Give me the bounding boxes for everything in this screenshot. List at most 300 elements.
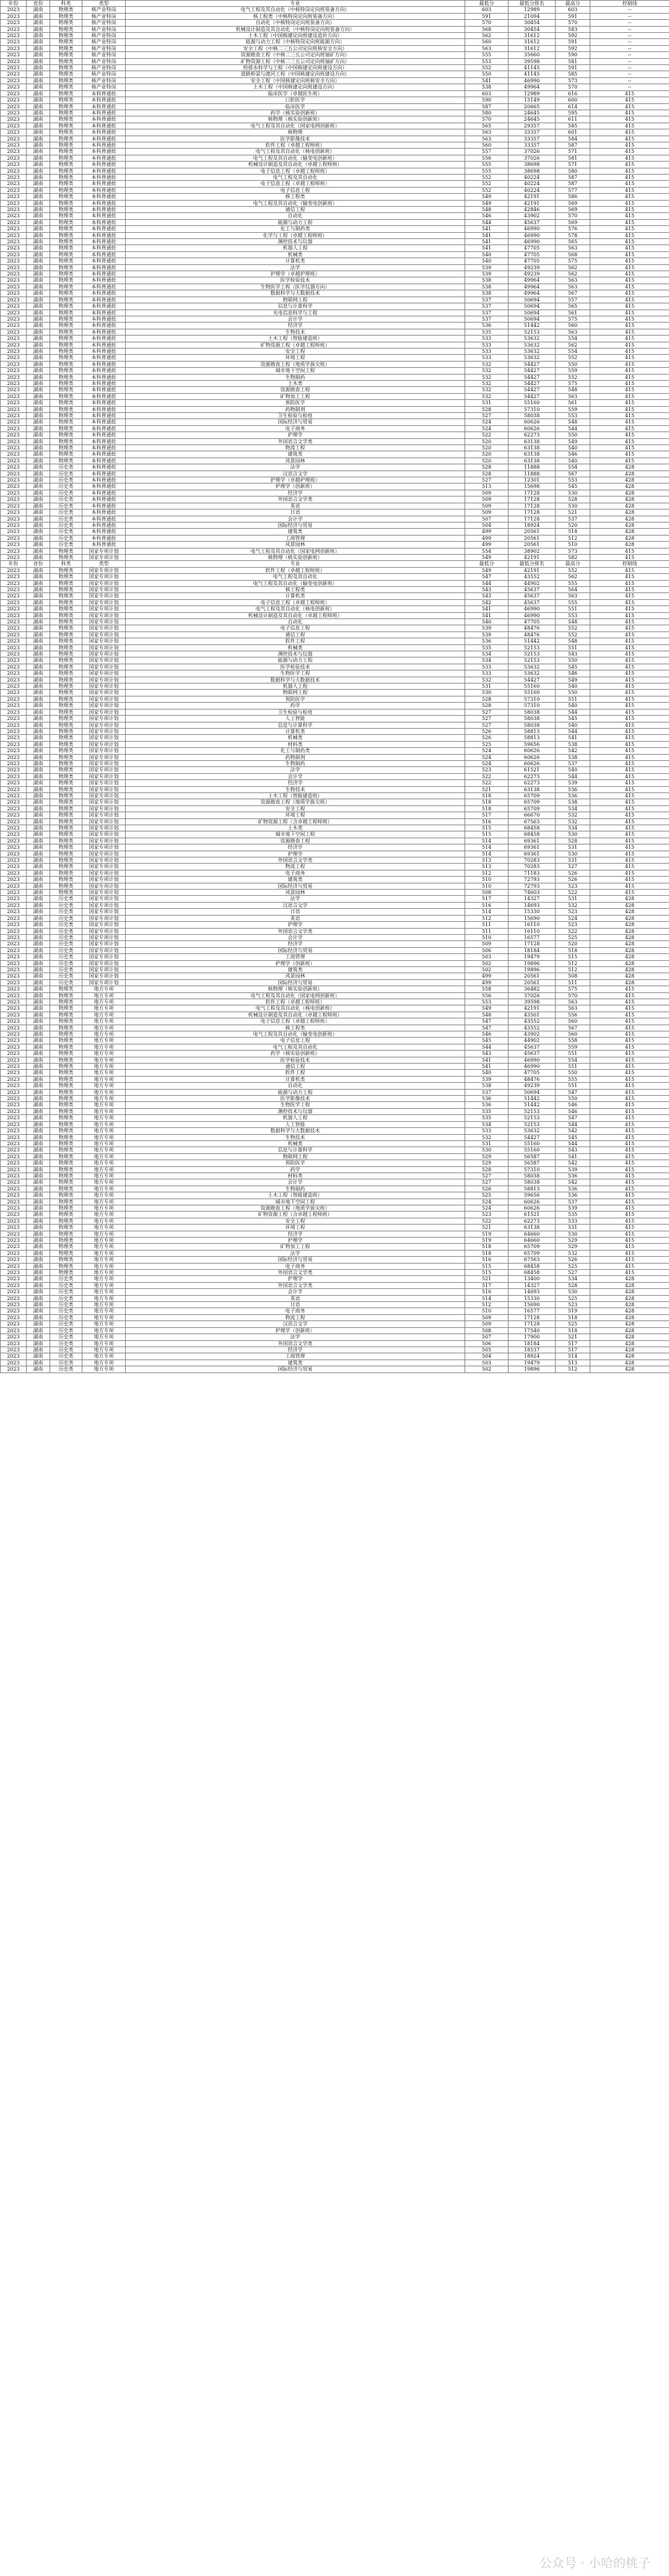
table-cell: 国家专项计划 [82, 870, 126, 876]
table-row [1, 851, 669, 857]
table-cell: 2023 [1, 1295, 27, 1301]
table-row [1, 1160, 669, 1166]
table-cell: 湖南 [27, 1334, 50, 1340]
table-cell: 540 [556, 703, 590, 709]
table-cell: 415 [590, 735, 669, 741]
table-cell: 物理类 [50, 599, 82, 605]
table-cell: 15698 [509, 484, 556, 490]
table-cell: 558 [556, 1038, 590, 1044]
table-cell: 428 [590, 477, 669, 484]
table-cell: 2023 [1, 1347, 27, 1353]
table-cell: 522 [465, 432, 509, 438]
table-cell: 2023 [1, 741, 27, 747]
table-cell: 风景园林 [126, 890, 465, 896]
table-cell: 57310 [509, 703, 556, 709]
table-cell: 568 [465, 26, 509, 32]
table-cell: 外国语言文学类 [126, 497, 465, 503]
table-cell: 物理类 [50, 168, 82, 174]
table-cell: 415 [590, 716, 669, 722]
table-cell: 539 [556, 780, 590, 786]
table-cell: 国家专项计划 [82, 574, 126, 580]
table-cell: 湖南 [27, 1005, 50, 1012]
table-cell: 526 [465, 1186, 509, 1192]
table-cell: 555 [465, 168, 509, 174]
table-cell: 湖南 [27, 33, 50, 39]
table-cell: 14327 [509, 896, 556, 902]
table-cell: 2023 [1, 922, 27, 928]
table-cell: 2023 [1, 586, 27, 592]
table-cell: 历史类 [50, 484, 82, 490]
table-cell: 历史类 [50, 1302, 82, 1308]
table-cell: -- [590, 71, 669, 77]
table-cell: -- [590, 20, 669, 26]
table-cell: 物流工程 [126, 1314, 465, 1321]
table-row [1, 554, 669, 560]
table-cell: 513 [465, 857, 509, 864]
table-cell: 口腔医学 [126, 97, 465, 103]
table-cell: 563 [465, 45, 509, 51]
table-cell: 2023 [1, 77, 27, 84]
table-cell: 542 [556, 1160, 590, 1166]
table-cell: 57310 [509, 696, 556, 702]
table-row [1, 413, 669, 419]
table-cell: 外国语言文学类 [126, 1340, 465, 1347]
table-cell: 62273 [509, 780, 556, 786]
table-cell: 资源勘查工程 [126, 387, 465, 393]
table-cell: 563 [556, 245, 590, 251]
table-row [1, 619, 669, 625]
table-cell: 本科普通批 [82, 284, 126, 290]
table-cell: 物理类 [50, 1115, 82, 1121]
table-row [1, 1302, 669, 1308]
table-cell: 544 [556, 1140, 590, 1147]
table-cell: 42191 [509, 1005, 556, 1012]
table-cell: 570 [556, 213, 590, 219]
table-cell: 湖南 [27, 599, 50, 605]
table-cell: 540 [556, 683, 590, 690]
table-cell: 国家专项计划 [82, 670, 126, 677]
table-cell: 湖南 [27, 90, 50, 97]
table-row [1, 290, 669, 297]
table-cell: 湖南 [27, 857, 50, 864]
table-cell: 581 [556, 58, 590, 64]
table-cell: 60626 [509, 748, 556, 754]
table-cell: 563 [556, 277, 590, 284]
table-cell: 物理类 [50, 735, 82, 741]
table-cell: 国家专项计划 [82, 690, 126, 696]
table-cell: 物理类 [50, 39, 82, 45]
table-cell: 2023 [1, 1160, 27, 1166]
table-cell: 47705 [509, 1070, 556, 1076]
table-cell: 54427 [509, 1134, 556, 1140]
table-cell: 电气工程及其自动化（输变电创新班） [126, 200, 465, 206]
table-cell: 2023 [1, 1166, 27, 1173]
table-cell: 415 [590, 1038, 669, 1044]
table-cell: 2023 [1, 760, 27, 766]
table-cell: 55160 [509, 1147, 556, 1153]
table-cell: 60626 [509, 754, 556, 760]
table-cell: 16110 [509, 928, 556, 934]
table-cell: 物理类 [50, 26, 82, 32]
table-cell: 570 [556, 20, 590, 26]
table-cell: 2023 [1, 419, 27, 425]
table-cell: 核物理（核实验创新班） [126, 554, 465, 560]
table-cell: 560 [465, 39, 509, 45]
table-cell: 软件工程 [126, 1070, 465, 1076]
table-cell: 2023 [1, 497, 27, 503]
table-cell: 2023 [1, 13, 27, 19]
table-cell: 预防医学 [126, 400, 465, 406]
table-cell: 土木类 [126, 825, 465, 831]
table-cell: 541 [465, 245, 509, 251]
table-cell: 本科普通批 [82, 413, 126, 419]
table-row [1, 258, 669, 264]
table-cell: 2023 [1, 471, 27, 477]
table-cell: 415 [590, 97, 669, 103]
table-cell: 549 [465, 194, 509, 200]
table-cell: 湖南 [27, 709, 50, 715]
table-cell: 590 [556, 52, 590, 58]
table-cell: 物理类 [50, 812, 82, 818]
table-cell: 577 [556, 187, 590, 193]
table-row [1, 831, 669, 838]
table-cell: 2023 [1, 1031, 27, 1038]
table-cell: 537 [465, 297, 509, 303]
table-cell: 415 [590, 1263, 669, 1269]
table-cell: 51442 [509, 323, 556, 329]
table-cell: 49964 [509, 284, 556, 290]
table-cell: 电气工程及其自动化（核电创新班） [126, 1005, 465, 1012]
table-cell: 湖南 [27, 187, 50, 193]
table-cell: 539 [465, 264, 509, 271]
table-cell: 11888 [509, 471, 556, 477]
table-row [1, 464, 669, 471]
table-cell: 本科普通批 [82, 522, 126, 528]
table-cell: 机器人工程 [126, 683, 465, 690]
table-row [1, 510, 669, 516]
table-cell: 历史类 [50, 1308, 82, 1314]
table-cell: 37026 [509, 149, 556, 155]
table-cell: 物理类 [50, 1012, 82, 1018]
table-cell: 2023 [1, 805, 27, 812]
table-row [1, 26, 669, 32]
table-cell: 2023 [1, 1076, 27, 1082]
table-cell: 地方专项 [82, 1250, 126, 1256]
table-cell: 591 [465, 13, 509, 19]
table-cell: 514 [465, 851, 509, 857]
table-cell: 428 [590, 1340, 669, 1347]
table-cell: 湖南 [27, 477, 50, 484]
table-cell: 567 [556, 290, 590, 297]
table-cell: 物理类 [50, 7, 82, 13]
table-cell: 518 [465, 792, 509, 799]
table-cell: 2023 [1, 1340, 27, 1347]
table-cell: 36482 [509, 986, 556, 992]
table-cell: 545 [556, 1134, 590, 1140]
table-cell: 74603 [509, 890, 556, 896]
table-cell: 湖南 [27, 503, 50, 509]
table-cell: 物理类 [50, 716, 82, 722]
table-cell: 地方专项 [82, 1360, 126, 1366]
table-cell: 2023 [1, 593, 27, 599]
table-cell: 544 [465, 580, 509, 586]
table-row [1, 670, 669, 677]
table-cell: 2023 [1, 142, 27, 148]
table-cell: 物理类 [50, 136, 82, 142]
table-row [1, 690, 669, 696]
table-cell: 湖南 [27, 522, 50, 528]
table-cell: 522 [556, 890, 590, 896]
table-cell: 物理类 [50, 1140, 82, 1147]
table-row [1, 767, 669, 773]
table-cell: 49964 [509, 277, 556, 284]
table-cell: 19896 [509, 1366, 556, 1373]
table-cell: 415 [590, 786, 669, 792]
table-cell: 2023 [1, 103, 27, 110]
table-cell: 机械类 [126, 644, 465, 651]
table-cell: 本科普通批 [82, 400, 126, 406]
table-cell: 物理类 [50, 625, 82, 631]
table-cell: 72793 [509, 877, 556, 883]
table-cell: 生物医学工程 [126, 1102, 465, 1108]
table-cell: 2023 [1, 174, 27, 180]
table-cell: 2023 [1, 625, 27, 631]
table-cell: 人工智能 [126, 1121, 465, 1127]
table-cell: 573 [556, 77, 590, 84]
table-cell: 555 [556, 599, 590, 605]
table-cell: 533 [556, 1218, 590, 1224]
table-cell: 512 [556, 960, 590, 966]
table-cell: 物理类 [50, 149, 82, 155]
table-cell: 415 [590, 303, 669, 310]
table-cell: 544 [556, 1121, 590, 1127]
table-cell: 建筑类 [126, 877, 465, 883]
table-cell: 2023 [1, 1314, 27, 1321]
table-cell: 415 [590, 992, 669, 999]
table-cell: 43902 [509, 1031, 556, 1038]
table-cell: 国家专项计划 [82, 915, 126, 921]
table-cell: 534 [465, 1121, 509, 1127]
table-cell: 509 [465, 503, 509, 509]
table-cell: 2023 [1, 316, 27, 322]
table-row [1, 567, 669, 573]
table-cell: 电子信息工程（卓越工程师班） [126, 168, 465, 174]
table-cell: 72793 [509, 883, 556, 889]
table-cell: 地方专项 [82, 1205, 126, 1211]
table-cell: 湖南 [27, 535, 50, 541]
table-cell: 2023 [1, 1070, 27, 1076]
table-cell: 本科普通批 [82, 516, 126, 522]
table-cell: 506 [465, 1340, 509, 1347]
table-cell: 587 [556, 174, 590, 180]
table-cell: 国家专项计划 [82, 567, 126, 573]
table-cell: 2023 [1, 1327, 27, 1334]
table-cell: 2023 [1, 26, 27, 32]
table-cell: 415 [590, 1166, 669, 1173]
table-cell: 58038 [509, 716, 556, 722]
table-cell: 428 [590, 529, 669, 535]
table-row [1, 503, 669, 509]
table-cell: 物理类 [50, 1225, 82, 1231]
table-row [1, 1044, 669, 1050]
table-cell: 物理类 [50, 336, 82, 342]
table-cell: 本科普通批 [82, 484, 126, 490]
table-cell: 515 [465, 1263, 509, 1269]
table-cell: 569 [556, 200, 590, 206]
table-cell: 湖南 [27, 1295, 50, 1301]
table-cell: 湖南 [27, 329, 50, 335]
table-cell: 机器人工程 [126, 245, 465, 251]
table-row [1, 1257, 669, 1263]
table-cell: 415 [590, 677, 669, 683]
table-cell: 415 [590, 1070, 669, 1076]
table-cell: 415 [590, 728, 669, 734]
table-cell: 530 [556, 851, 590, 857]
table-cell: 湖南 [27, 1134, 50, 1140]
table-cell: 湖南 [27, 58, 50, 64]
table-cell: 物理类 [50, 1044, 82, 1050]
table-cell: 532 [465, 677, 509, 683]
table-cell: 地方专项 [82, 1199, 126, 1205]
table-cell: 城市地下空间工程 [126, 831, 465, 838]
table-cell: 湖南 [27, 1212, 50, 1218]
table-cell: 物理类 [50, 264, 82, 271]
table-cell: 2023 [1, 1334, 27, 1340]
table-cell: 矿物资源工程（中核二三五公司定向班铀矿方向） [126, 58, 465, 64]
table-cell: 能源与动力工程 [126, 657, 465, 664]
table-cell: 湖南 [27, 625, 50, 631]
table-cell: 532 [465, 361, 509, 367]
table-cell: 湖南 [27, 1038, 50, 1044]
table-cell: 563 [556, 593, 590, 599]
table-cell: 电气工程及其自动化（核电创新班） [126, 606, 465, 612]
table-cell: 53632 [509, 1128, 556, 1134]
table-row [1, 181, 669, 187]
table-cell: 物理类 [50, 400, 82, 406]
table-cell: 湖南 [27, 554, 50, 560]
table-cell: 415 [590, 1186, 669, 1192]
table-cell: 湖南 [27, 1218, 50, 1224]
table-cell: 国家专项计划 [82, 934, 126, 940]
column-header: 最低分 [465, 1, 509, 7]
table-cell: 本科普通批 [82, 458, 126, 464]
table-cell: 电气工程及其自动化（输变电创新班） [126, 580, 465, 586]
table-cell: 46990 [509, 1057, 556, 1063]
table-row [1, 264, 669, 271]
table-cell: 湖南 [27, 200, 50, 206]
table-cell: 2023 [1, 1083, 27, 1089]
table-cell: 415 [590, 245, 669, 251]
column-header: 年份 [1, 1, 27, 7]
table-row [1, 664, 669, 670]
table-cell: 415 [590, 773, 669, 779]
table-cell: 国家专项计划 [82, 741, 126, 747]
table-cell: 523 [465, 1212, 509, 1218]
table-cell: 66670 [509, 812, 556, 818]
table-cell: 428 [590, 484, 669, 490]
table-cell: -- [590, 13, 669, 19]
table-cell: 17900 [509, 1334, 556, 1340]
table-row [1, 625, 669, 631]
table-cell: 536 [556, 1173, 590, 1179]
table-cell: -- [590, 84, 669, 90]
table-cell: 541 [465, 606, 509, 612]
table-cell: 湖南 [27, 844, 50, 851]
table-cell: 538 [465, 284, 509, 290]
table-row [1, 748, 669, 754]
table-cell: 428 [590, 1321, 669, 1327]
table-cell: 415 [590, 805, 669, 812]
table-row [1, 84, 669, 90]
table-cell: 土木工程（智能建造班） [126, 1192, 465, 1199]
table-cell: 595 [556, 110, 590, 116]
table-cell: 2023 [1, 1064, 27, 1070]
table-cell: 415 [590, 226, 669, 232]
table-cell: 湖南 [27, 355, 50, 361]
table-cell: 本科普通批 [82, 497, 126, 503]
table-cell: 428 [590, 1347, 669, 1353]
table-cell: 591 [556, 13, 590, 19]
table-cell: 537 [556, 1199, 590, 1205]
table-cell: 556 [465, 155, 509, 161]
table-cell: 核产业特岗 [82, 65, 126, 71]
table-cell: 建筑类 [126, 1360, 465, 1366]
table-cell: 国家专项计划 [82, 857, 126, 864]
table-cell: 会计学 [126, 1179, 465, 1186]
table-cell: 计算机类 [126, 258, 465, 264]
table-cell: 2023 [1, 425, 27, 432]
table-cell: 本科普通批 [82, 174, 126, 180]
table-cell: 35660 [509, 52, 556, 58]
table-cell: 48476 [509, 1076, 556, 1082]
table-cell: 2023 [1, 284, 27, 290]
table-row [1, 1218, 669, 1224]
table-cell: 541 [465, 226, 509, 232]
table-cell: 2023 [1, 297, 27, 303]
table-row [1, 593, 669, 599]
table-cell: 2023 [1, 1205, 27, 1211]
table-cell: 湖南 [27, 696, 50, 702]
table-cell: 物理类 [50, 207, 82, 213]
table-cell: 湖南 [27, 1276, 50, 1282]
table-cell: 2023 [1, 1192, 27, 1199]
table-cell: 16110 [509, 922, 556, 928]
table-cell: 2023 [1, 149, 27, 155]
table-row [1, 393, 669, 399]
table-cell: 湖南 [27, 1128, 50, 1134]
table-cell: 58813 [509, 735, 556, 741]
table-cell: 物理类 [50, 245, 82, 251]
table-cell: 553 [556, 477, 590, 484]
table-cell: 534 [556, 805, 590, 812]
table-row [1, 497, 669, 503]
table-cell: 31612 [509, 45, 556, 51]
table-cell: 68458 [509, 1270, 556, 1276]
table-cell: 物理类 [50, 1031, 82, 1038]
table-row [1, 838, 669, 844]
table-cell: 415 [590, 657, 669, 664]
table-cell: 湖南 [27, 406, 50, 412]
table-cell: 2023 [1, 271, 27, 277]
table-cell: 国家专项计划 [82, 864, 126, 870]
table-cell: 资源勘查工程（中核二三五公司定向班铀矿方向） [126, 52, 465, 58]
table-cell: 59656 [509, 1192, 556, 1199]
table-cell: 415 [590, 168, 669, 174]
table-cell: 湖南 [27, 1179, 50, 1186]
table-cell: 46990 [509, 606, 556, 612]
table-cell: 2023 [1, 529, 27, 535]
table-cell: 2023 [1, 329, 27, 335]
